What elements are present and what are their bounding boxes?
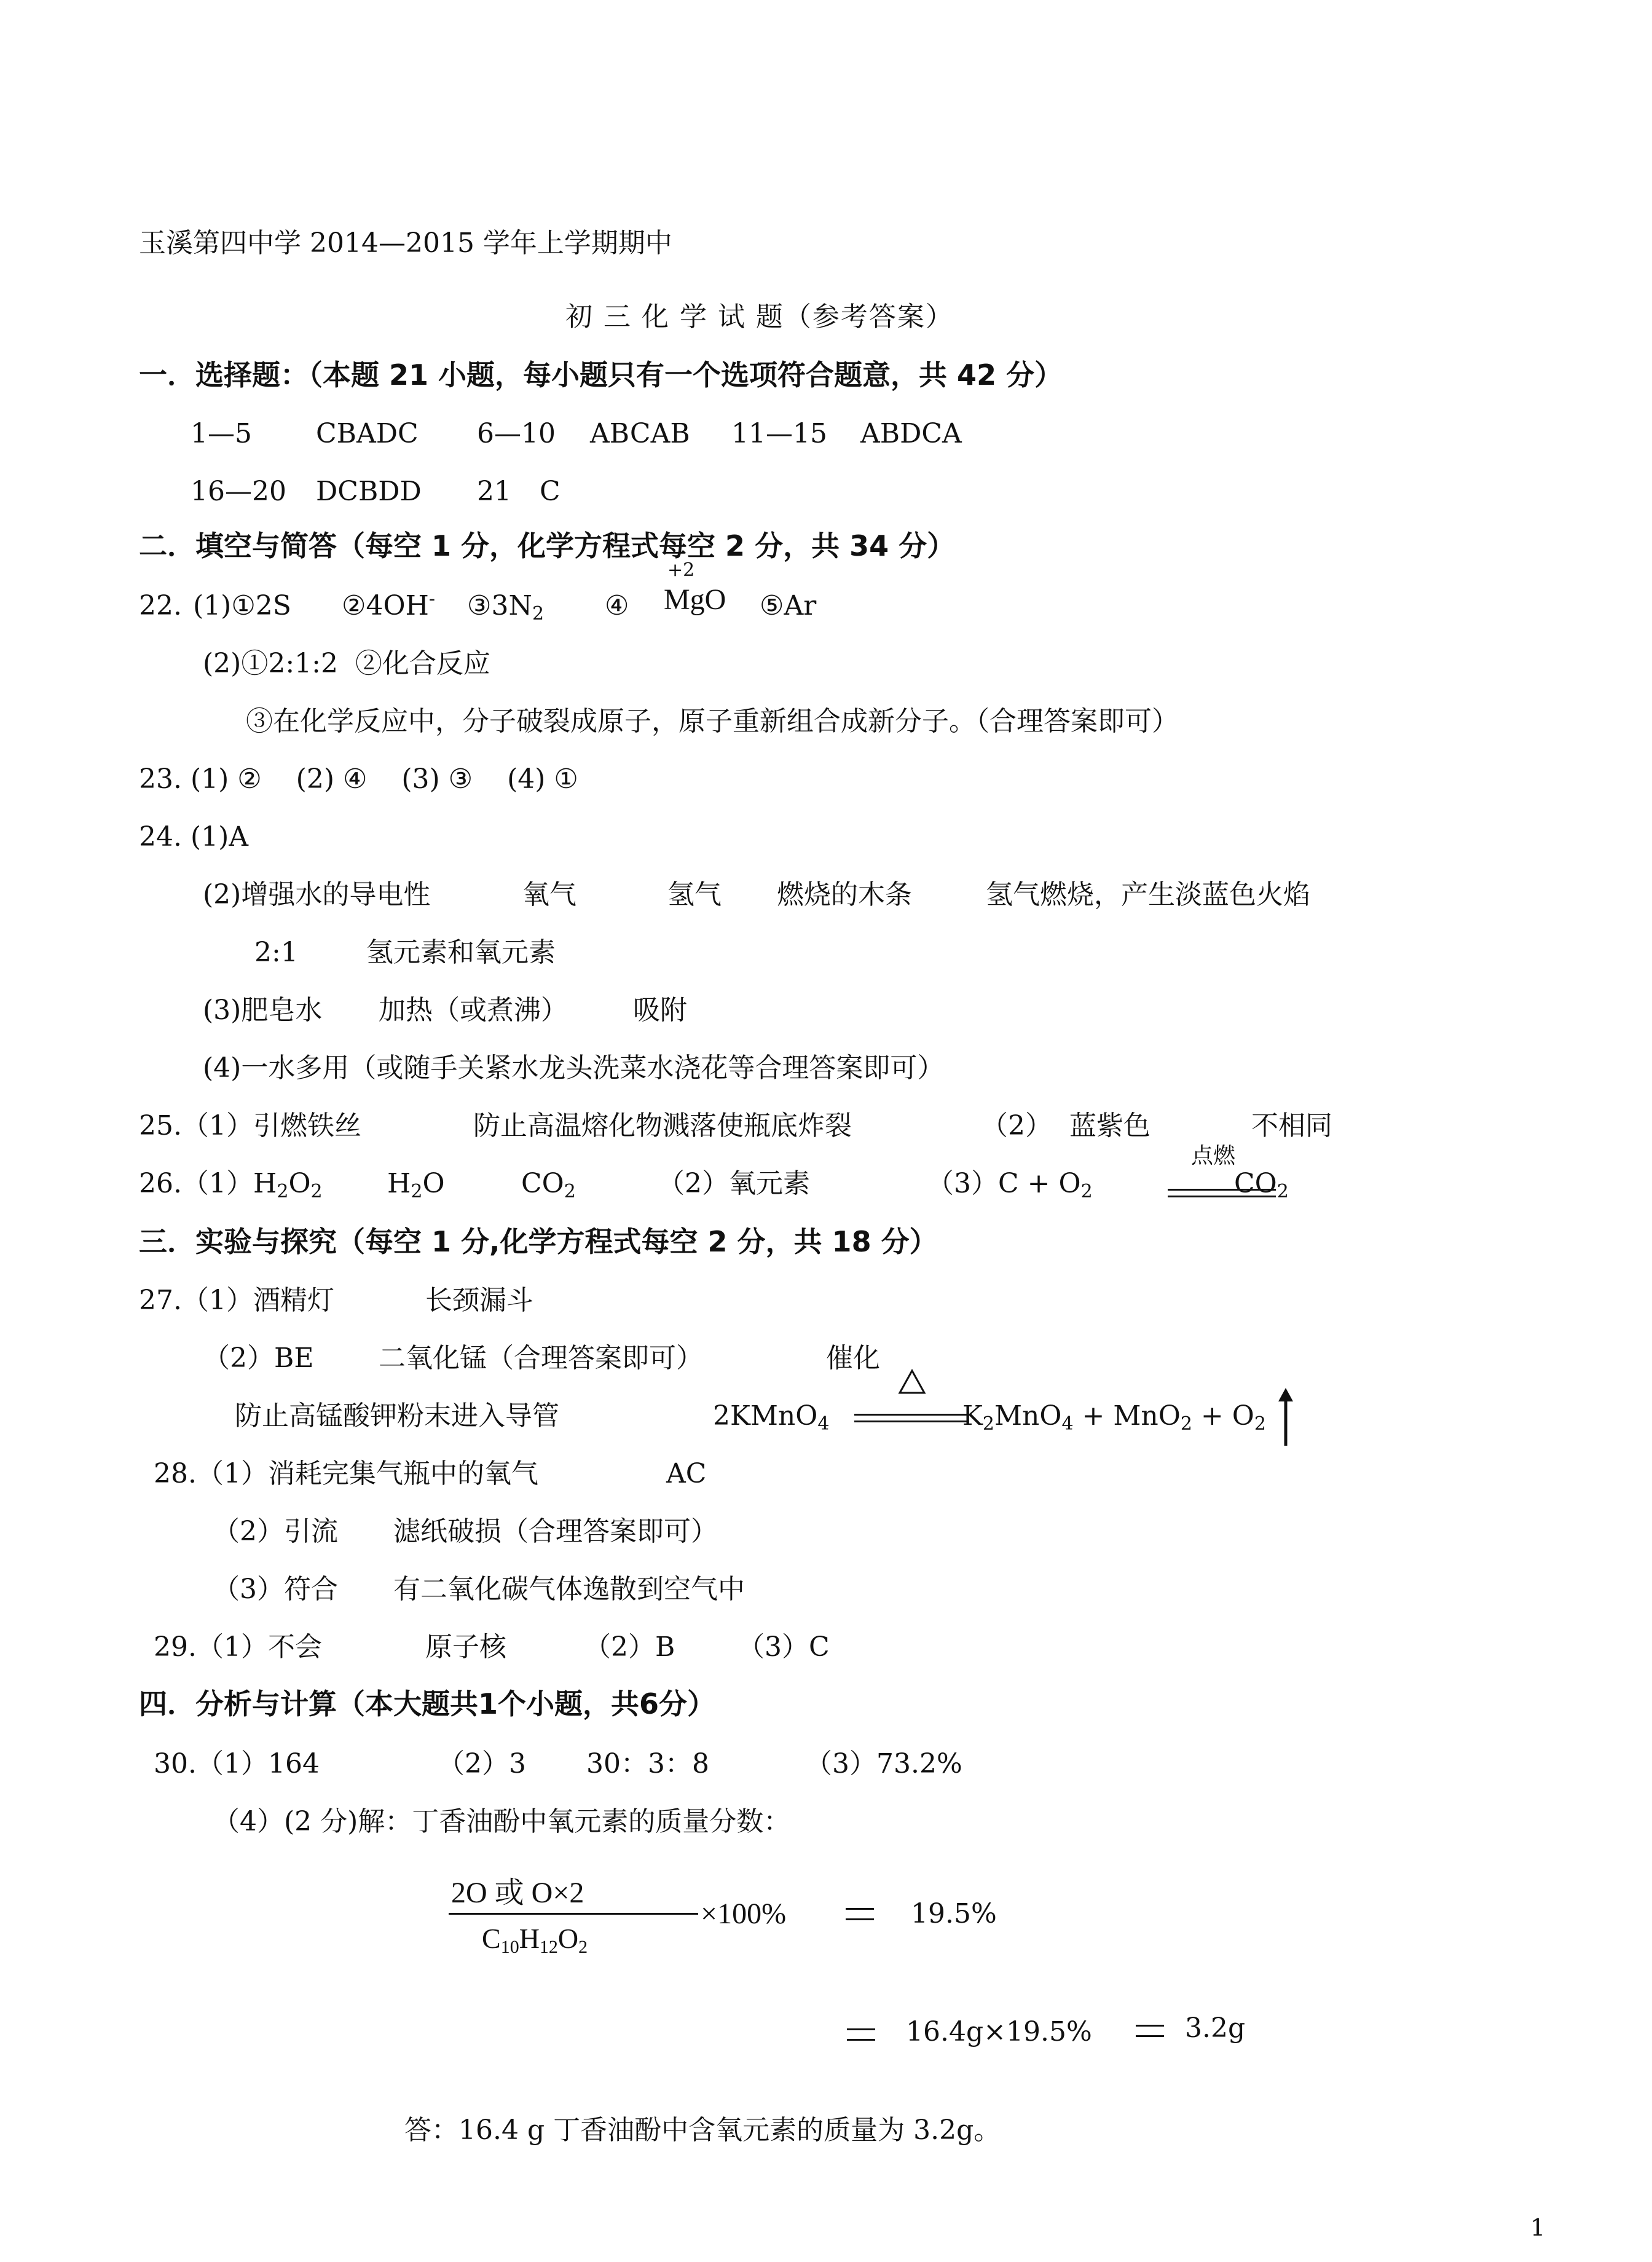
q25-d: 不相同 — [1251, 1110, 1332, 1141]
q27-2c: 催化 — [826, 1342, 880, 1374]
s1-r1-b-ans: ABCAB — [590, 418, 690, 449]
equals-sign-1 — [846, 1908, 874, 1920]
q22-part4: ④ — [605, 590, 629, 621]
final-answer: 答：16.4 g 丁香油酚中含氧元素的质量为 3.2g。 — [404, 2114, 1001, 2146]
s1-r2-b-num: 21 — [477, 476, 511, 507]
q24-2g: 氢元素和氧元素 — [366, 937, 556, 968]
fraction-denominator: $C_{10}H_{12}O_2$ — [482, 1923, 588, 1957]
q27-2b: 二氧化锰（合理答案即可） — [379, 1342, 703, 1374]
q24-4: (4)一水多用（或随手关紧水龙头洗菜水浇花等合理答案即可） — [203, 1052, 945, 1084]
section2-heading: 二．填空与简答（每空 1 分，化学方程式每空 2 分，共 34 分） — [139, 529, 956, 562]
q22-label: 22. — [139, 590, 182, 621]
q30-4: （4）(2 分)解：丁香油酚中氧元素的质量分数： — [213, 1806, 791, 1837]
q28-2b: 滤纸破损（合理答案即可） — [393, 1516, 718, 1547]
q27-3c: $K_2MnO_4 + MnO_2 + O_2$ — [962, 1400, 1266, 1435]
result-2: 3.2g — [1185, 2012, 1246, 2044]
equals-sign-2 — [847, 2028, 875, 2041]
q28-2a: （2）引流 — [213, 1516, 338, 1547]
q22-part2: ②4OH- — [342, 588, 436, 621]
q24-3b: 加热（或煮沸） — [379, 995, 568, 1026]
s1-r1-b-num: 6—10 — [477, 418, 556, 449]
q22-part3: $③3N_2$ — [467, 590, 545, 625]
q22-part1: (1)①2S — [193, 590, 291, 621]
q30-1d: （3）73.2% — [805, 1748, 962, 1779]
q30-1a: 30.（1）164 — [154, 1748, 320, 1779]
q28-1b: AC — [666, 1458, 707, 1489]
gas-up-arrow-icon — [1273, 1388, 1298, 1449]
q28-3b: 有二氧化碳气体逸散到空气中 — [393, 1574, 745, 1605]
q27-3a: 防止高锰酸钾粉末进入导管 — [235, 1400, 559, 1432]
q27-equation-double-line — [854, 1414, 969, 1422]
q25-a: 25.（1）引燃铁丝 — [139, 1110, 361, 1141]
q24-2a: (2)增强水的导电性 — [203, 879, 431, 910]
q24-1: 24. (1)A — [139, 821, 249, 853]
s1-r2-a-num: 16—20 — [191, 476, 286, 507]
s1-r1-a-num: 1—5 — [191, 418, 252, 449]
q25-c: （2） 蓝紫色 — [981, 1110, 1150, 1141]
q24-3c: 吸附 — [633, 995, 687, 1026]
q24-2b: 氧气 — [522, 879, 576, 910]
q24-2e: 氢气燃烧，产生淡蓝色火焰 — [986, 879, 1310, 910]
q30-1c: 30：3：8 — [586, 1748, 709, 1779]
q26-c: $CO_2$ — [521, 1168, 576, 1202]
result-1: 19.5% — [911, 1898, 997, 1929]
q23: 23. (1) ② (2) ④ (3) ③ (4) ① — [139, 763, 578, 795]
q29-d: （3）C — [738, 1631, 830, 1663]
s1-r1-a-ans: CBADC — [316, 418, 419, 449]
q29-c: （2）B — [584, 1631, 675, 1663]
q26-a: $26.(1)H_2O_2$ — [139, 1168, 323, 1202]
q27-2a: （2）BE — [203, 1342, 314, 1374]
q29-b: 原子核 — [425, 1631, 506, 1663]
q25-b: 防止高温熔化物溅落使瓶底炸裂 — [473, 1110, 852, 1141]
s1-r1-c-num: 11—15 — [731, 418, 827, 449]
s1-r1-c-ans: ABDCA — [860, 418, 962, 449]
q22-2: (2)①2:1:2 ②化合反应 — [203, 648, 490, 679]
q22-3: ③在化学反应中，分子破裂成原子，原子重新组合成新分子。（合理答案即可） — [246, 706, 1179, 737]
s1-r2-b-ans: C — [540, 476, 560, 507]
exam-subtitle: 初 三 化 学 试 题（参考答案） — [565, 301, 954, 333]
times-100-percent: ×100% — [701, 1897, 787, 1930]
q22-part5: ⑤Ar — [760, 590, 817, 621]
q28-1a: 28.（1）消耗完集气瓶中的氧气 — [154, 1458, 538, 1489]
q26-f: $CO_2$ — [1234, 1168, 1289, 1202]
q30-1b: （2）3 — [438, 1748, 526, 1779]
section4-heading: 四．分析与计算（本大题共1个小题，共6分） — [139, 1687, 716, 1720]
school-title: 玉溪第四中学 2014—2015 学年上学期期中 — [139, 227, 672, 259]
equals-sign-3 — [1136, 2025, 1164, 2037]
calc-2: 16.4g×19.5% — [906, 2016, 1092, 2047]
q28-3a: （3）符合 — [213, 1574, 338, 1605]
q29-a: 29.（1）不会 — [154, 1631, 322, 1663]
section1-heading: 一．选择题：（本题 21 小题，每小题只有一个选项符合题意，共 42 分） — [139, 358, 1063, 392]
fraction-bar — [449, 1913, 698, 1915]
page-number: 1 — [1530, 2214, 1546, 2241]
q27-1b: 长颈漏斗 — [425, 1285, 533, 1316]
section3-heading: 三．实验与探究（每空 1 分,化学方程式每空 2 分，共 18 分） — [139, 1225, 938, 1258]
q26-d: （2）氧元素 — [658, 1168, 810, 1199]
q24-2f: 2:1 — [254, 937, 298, 968]
q24-2c: 氢气 — [667, 879, 722, 910]
fraction-numerator: 2O 或 O×2 — [451, 1877, 584, 1909]
q22-charge: +2 — [667, 559, 695, 581]
q27-1a: 27.（1）酒精灯 — [139, 1285, 334, 1316]
heat-triangle-icon — [897, 1368, 927, 1395]
q22-mgo: MgO — [664, 583, 726, 616]
q24-3a: (3)肥皂水 — [203, 995, 323, 1026]
s1-r2-a-ans: DCBDD — [316, 476, 422, 507]
q27-3b: 2KMnO$_4$ — [713, 1400, 830, 1435]
q26-b: $H_2O$ — [387, 1168, 445, 1202]
q24-2d: 燃烧的木条 — [777, 879, 912, 910]
q26-e: $(3)C + O_2$ — [927, 1168, 1093, 1202]
q26-condition: 点燃 — [1191, 1143, 1236, 1168]
